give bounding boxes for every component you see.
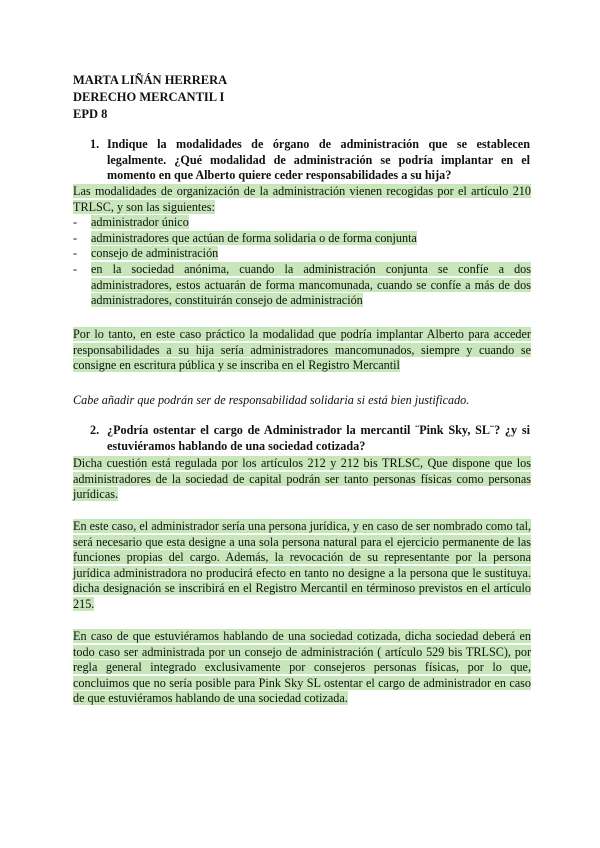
question-1 xyxy=(90,137,530,184)
list-item: - administradores que actúan de forma solidaria o de forma conjunta xyxy=(73,230,417,245)
epd-label: EPD 8 xyxy=(73,107,108,121)
modalities-list xyxy=(73,215,531,309)
answer-1 xyxy=(73,184,531,309)
answer-2-paragraph-1: Dicha cuestión está regulada por los artículos 212 y 212 bis TRLSC, Que dispone que los administradores de la sociedad de capital podrán ser tanto personas físicas como personas jurídicas. xyxy=(73,456,531,502)
answer-1-conclusion: Por lo tanto, en este caso práctico la modalidad que podría implantar Alberto para acceder responsabilidades a su hija sería administradores mancomunados, siempre y cuando se consigne en escritura pública y se inscriba en el Registro Mercantil xyxy=(73,327,531,373)
question-2 xyxy=(90,423,530,454)
answer-2-paragraph-2: En este caso, el administrador sería una persona jurídica, y en caso de ser nombrado como tal, será necesario que esta designe a una sola persona natural para el ejercicio permanente de las funciones propias del cargo. Además, la revocación de su representante por la persona jurídica administradora no producirá efecto en tanto no designe a la persona que le sustituya. dicha designación se inscribirá en el Registro Mercantil en términoso previstos en el artículo 215. xyxy=(73,519,531,611)
list-item: - administrador único xyxy=(73,215,189,230)
author-name: MARTA LIÑÁN HERRERA xyxy=(73,73,228,87)
question-1-text: Indique la modalidades de órgano de administración que se establecen legalmente. ¿Qué modalidad de administración se podría implantar en el momento en que Alberto quiere ceder responsabilidades a su hija? xyxy=(107,137,530,182)
question-2-text: ¿Podría ostentar el cargo de Administrador la mercantil ¨Pink Sky, SL¨? ¿y si estuviéramos hablando de una sociedad cotizada? xyxy=(107,423,530,453)
answer-2-paragraph-3: En caso de que estuviéramos hablando de una sociedad cotizada, dicha sociedad deberá en todo caso ser administrada por un consejo de administración ( artículo 529 bis TRLSC), por regla general integrado exclusivamente por consejeros personas físicas, por lo que, concluimos que no sería posible para Pink Sky SL ostentar el cargo de administrador en caso de que estuviéramos hablando de una sociedad cotizada. xyxy=(73,629,531,706)
answer-1-note: Cabe añadir que podrán ser de responsabilidad solidaria si está bien justificado. xyxy=(73,393,470,407)
list-item: - consejo de administración xyxy=(73,246,219,261)
answer-1-intro: Las modalidades de organización de la administración vienen recogidas por el artículo 210 TRLSC, y son las siguientes: xyxy=(73,184,531,214)
list-item: - en la sociedad anónima, cuando la administración conjunta se confíe a dos administradores, estos actuarán de forma mancomunada, cuando se confíe a más de dos administradores, constituirán consejo de administración xyxy=(73,261,531,308)
course-name: DERECHO MERCANTIL I xyxy=(73,90,225,104)
question-2-number: 2. xyxy=(90,423,100,437)
question-1-number: 1. xyxy=(90,137,100,151)
document-header xyxy=(73,72,227,123)
